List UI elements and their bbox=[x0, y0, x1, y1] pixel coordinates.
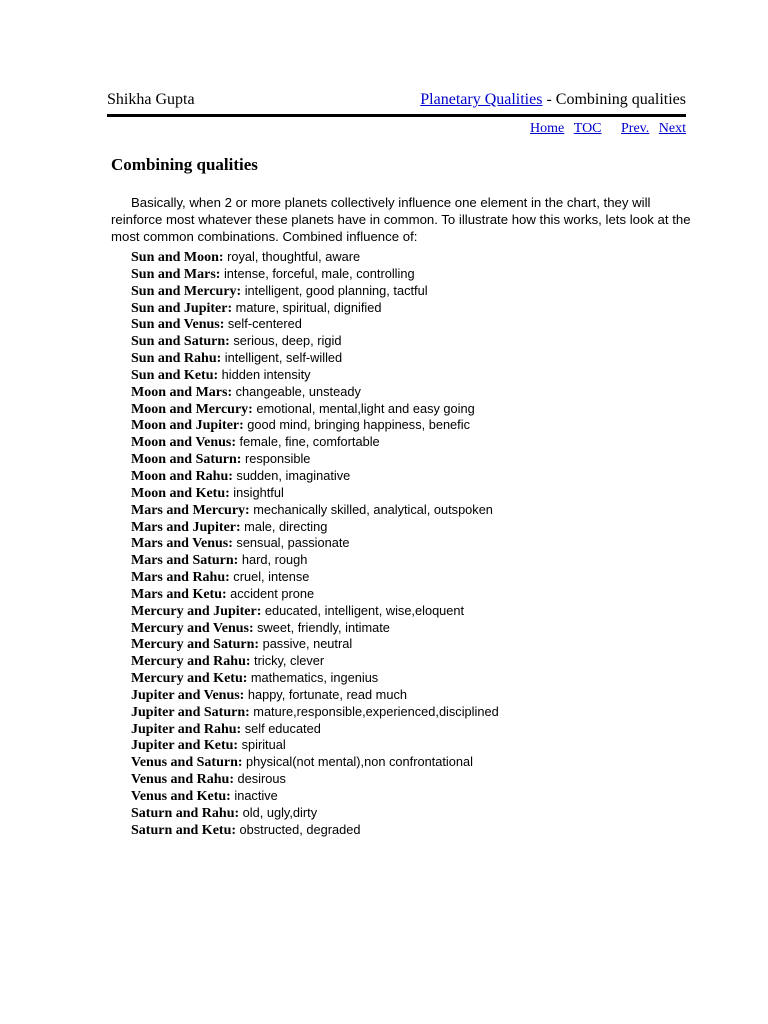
list-item bbox=[131, 316, 499, 333]
list-item bbox=[131, 586, 499, 603]
combinations-list bbox=[131, 249, 499, 839]
combination-description: intelligent, good planning, tactful bbox=[244, 282, 428, 298]
combination-name: Sun and Mercury: bbox=[131, 283, 242, 299]
section-suffix: Combining qualities bbox=[555, 91, 686, 108]
section-title bbox=[420, 91, 686, 109]
combination-name: Venus and Saturn: bbox=[131, 755, 243, 771]
combination-description: changeable, unsteady bbox=[235, 383, 361, 399]
combination-description: hard, rough bbox=[241, 552, 308, 568]
combination-name: Sun and Saturn: bbox=[131, 334, 230, 350]
combination-name: Venus and Ketu: bbox=[131, 789, 231, 804]
combination-name: Saturn and Rahu: bbox=[131, 805, 240, 821]
list-item bbox=[131, 552, 499, 569]
list-item bbox=[131, 754, 499, 771]
combination-description: good mind, bringing happiness, benefic bbox=[247, 417, 470, 433]
combination-name: Sun and Jupiter: bbox=[131, 300, 233, 316]
combination-description: serious, deep, rigid bbox=[233, 333, 342, 349]
combination-name: Moon and Jupiter: bbox=[131, 418, 244, 434]
combination-name: Mars and Saturn: bbox=[131, 553, 239, 569]
list-item bbox=[131, 283, 499, 300]
combination-description: responsible bbox=[244, 451, 311, 467]
list-item bbox=[131, 502, 499, 519]
combination-name: Mercury and Rahu: bbox=[131, 654, 251, 670]
list-item bbox=[131, 569, 499, 586]
combination-description: tricky, clever bbox=[254, 653, 325, 669]
combination-name: Moon and Saturn: bbox=[131, 452, 242, 468]
list-item bbox=[131, 704, 499, 721]
list-item bbox=[131, 620, 499, 637]
title-separator: - bbox=[542, 91, 556, 108]
combination-description: educated, intelligent, wise,eloquent bbox=[264, 602, 465, 618]
combination-name: Sun and Moon: bbox=[131, 250, 224, 265]
page-header bbox=[107, 91, 686, 113]
combination-name: Mercury and Saturn: bbox=[131, 637, 260, 653]
list-item bbox=[131, 417, 499, 434]
list-item bbox=[131, 434, 499, 451]
list-item bbox=[131, 653, 499, 670]
combination-name: Mars and Rahu: bbox=[131, 570, 230, 586]
list-item bbox=[131, 519, 499, 536]
combination-name: Venus and Rahu: bbox=[131, 772, 234, 788]
combination-name: Mars and Jupiter: bbox=[131, 519, 241, 535]
list-item bbox=[131, 603, 499, 620]
header-divider bbox=[107, 114, 686, 117]
list-item bbox=[131, 737, 499, 754]
list-item bbox=[131, 636, 499, 653]
intro-paragraph: Basically, when 2 or more planets collectively influence one element in the chart, they will reinforce most whatever these planets have in common. To illustrate how this works, lets look at the most common combinations. Combined influence of: bbox=[111, 195, 691, 245]
combination-description: royal, thoughtful, aware bbox=[227, 249, 361, 264]
combination-description: female, fine, comfortable bbox=[239, 434, 380, 450]
list-item bbox=[131, 670, 499, 687]
combination-name: Mercury and Ketu: bbox=[131, 671, 248, 687]
combination-description: accident prone bbox=[230, 585, 315, 601]
combination-name: Sun and Venus: bbox=[131, 317, 225, 333]
prev-link[interactable]: Prev. bbox=[621, 121, 650, 136]
toc-link[interactable]: TOC bbox=[573, 121, 602, 136]
combination-description: hidden intensity bbox=[221, 366, 311, 382]
list-item bbox=[131, 249, 499, 266]
combination-name: Moon and Venus: bbox=[131, 435, 237, 451]
combination-description: emotional, mental,light and easy going bbox=[256, 400, 475, 416]
list-item bbox=[131, 687, 499, 704]
combination-description: male, directing bbox=[244, 518, 328, 534]
list-item bbox=[131, 401, 499, 418]
list-item bbox=[131, 384, 499, 401]
list-item bbox=[131, 485, 499, 502]
combination-description: insightful bbox=[233, 484, 284, 500]
page-navigation bbox=[524, 121, 686, 137]
combination-name: Mars and Venus: bbox=[131, 536, 233, 552]
author-name: Shikha Gupta bbox=[107, 91, 195, 108]
combination-description: self educated bbox=[244, 720, 321, 736]
combination-description: sweet, friendly, intimate bbox=[257, 619, 390, 635]
combination-description: sensual, passionate bbox=[236, 535, 350, 551]
list-item bbox=[131, 771, 499, 788]
combination-name: Jupiter and Rahu: bbox=[131, 721, 242, 737]
combination-description: mature,responsible,experienced,disciplined bbox=[253, 703, 499, 719]
combination-description: self-centered bbox=[227, 316, 302, 332]
combination-description: mature, spiritual, dignified bbox=[235, 299, 382, 315]
list-item bbox=[131, 822, 499, 839]
combination-description: old, ugly,dirty bbox=[242, 804, 318, 820]
combination-name: Moon and Rahu: bbox=[131, 468, 233, 484]
page-heading: Combining qualities bbox=[111, 155, 258, 174]
planetary-qualities-link[interactable]: Planetary Qualities bbox=[420, 91, 543, 108]
combination-name: Moon and Mercury: bbox=[131, 401, 253, 417]
combination-name: Moon and Mars: bbox=[131, 384, 233, 400]
next-link[interactable]: Next bbox=[658, 121, 686, 136]
combination-description: mathematics, ingenius bbox=[250, 670, 379, 686]
list-item bbox=[131, 266, 499, 283]
combination-name: Moon and Ketu: bbox=[131, 485, 230, 501]
combination-description: obstructed, degraded bbox=[239, 821, 361, 837]
list-item bbox=[131, 367, 499, 384]
list-item bbox=[131, 805, 499, 822]
list-item bbox=[131, 350, 499, 367]
list-item bbox=[131, 333, 499, 350]
list-item bbox=[131, 535, 499, 552]
combination-name: Sun and Ketu: bbox=[131, 367, 219, 383]
list-item bbox=[131, 721, 499, 738]
combination-name: Jupiter and Saturn: bbox=[131, 704, 250, 720]
combination-description: physical(not mental),non confrontational bbox=[246, 754, 473, 770]
combination-name: Mercury and Venus: bbox=[131, 620, 254, 636]
combination-name: Sun and Mars: bbox=[131, 266, 221, 282]
combination-name: Mars and Ketu: bbox=[131, 586, 227, 602]
combination-description: intense, forceful, male, controlling bbox=[223, 265, 415, 281]
list-item bbox=[131, 451, 499, 468]
combination-name: Mars and Mercury: bbox=[131, 502, 250, 518]
combination-description: passive, neutral bbox=[262, 636, 353, 652]
combination-description: cruel, intense bbox=[233, 569, 310, 585]
combination-description: mechanically skilled, analytical, outspoken bbox=[253, 501, 493, 517]
combination-description: inactive bbox=[234, 788, 278, 803]
combination-description: sudden, imaginative bbox=[236, 467, 351, 483]
combination-description: happy, fortunate, read much bbox=[247, 686, 407, 702]
combination-name: Jupiter and Ketu: bbox=[131, 738, 239, 754]
list-item bbox=[131, 468, 499, 485]
list-item bbox=[131, 788, 499, 805]
combination-description: desirous bbox=[237, 771, 286, 787]
combination-name: Jupiter and Venus: bbox=[131, 687, 245, 703]
combination-name: Mercury and Jupiter: bbox=[131, 603, 262, 619]
combination-description: intelligent, self-willed bbox=[224, 350, 343, 366]
combination-description: spiritual bbox=[241, 737, 286, 753]
home-link[interactable]: Home bbox=[530, 121, 565, 136]
combination-name: Sun and Rahu: bbox=[131, 351, 222, 367]
list-item bbox=[131, 300, 499, 317]
combination-name: Saturn and Ketu: bbox=[131, 822, 237, 838]
